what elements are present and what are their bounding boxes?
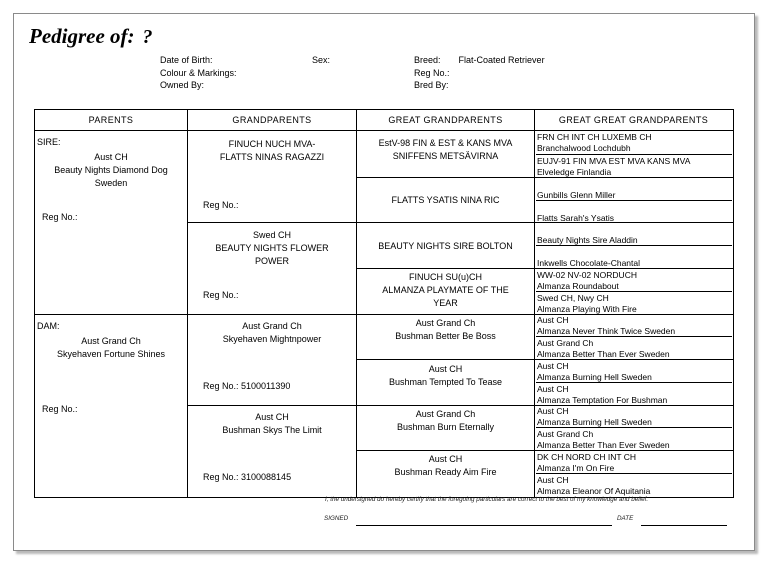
pedigree-table (34, 109, 734, 498)
great-grandparent-line: Bushman Burn Eternally (396, 422, 495, 432)
reg-no-label: Reg No.: (414, 68, 450, 78)
grandparent-2 (188, 229, 356, 268)
ggg-15 (536, 452, 732, 473)
ggg-line: Almanza Temptation For Bushman (537, 395, 668, 405)
ggg-line: Aust CH (537, 406, 569, 416)
great-grandparent-line: BEAUTY NIGHTS SIRE BOLTON (378, 241, 513, 251)
ggg-6 (536, 247, 732, 268)
grandparent-line: BEAUTY NIGHTS FLOWER (215, 243, 329, 253)
pedigree-sheet (13, 13, 755, 551)
great-grandparent-line: EstV-98 FIN & EST & KANS MVA (378, 138, 513, 148)
grandparent-line: Aust Grand Ch (242, 321, 302, 331)
ggg-3 (536, 179, 732, 200)
great-grandparent-line: Bushman Tempted To Tease (388, 377, 503, 387)
breed-label: Breed: (414, 55, 441, 65)
great-grandparent-line: Aust Grand Ch (415, 409, 476, 419)
great-grandparent-2 (357, 194, 534, 207)
ggg-line: Inkwells Chocolate-Chantal (537, 258, 640, 268)
sire-line: Aust CH (94, 152, 128, 162)
grandparent-1 (188, 138, 356, 164)
great-grandparent-line: FINUCH SU(u)CH (409, 272, 482, 282)
dam-reg-label: Reg No.: (42, 404, 78, 414)
sire-line: Sweden (94, 178, 128, 188)
great-grandparent-line: Aust Grand Ch (415, 318, 476, 328)
sire-line: Beauty Nights Diamond Dog (54, 165, 168, 175)
ggg-line: Aust Grand Ch (537, 338, 594, 348)
ggg-line (536, 247, 732, 258)
ggg-line: WW-02 NV-02 NORDUCH (537, 270, 637, 280)
ggg-line: Almanza Playing With Fire (537, 304, 637, 314)
ggg-line (536, 224, 732, 235)
ggg-line: Almanza Burning Hell Sweden (537, 372, 652, 382)
ggg-5 (536, 224, 732, 245)
ggg-line: Aust Grand Ch (537, 429, 594, 439)
great-grandparent-4 (357, 271, 534, 310)
dog-name: ? (142, 26, 153, 48)
ggg-1 (536, 132, 732, 154)
great-grandparent-3 (357, 240, 534, 253)
signed-label: SIGNED (324, 515, 349, 522)
ggg-line: Aust CH (537, 475, 569, 485)
ggg-9 (536, 315, 732, 336)
ggg-line: Flatts Sarah's Ysatis (537, 213, 615, 223)
great-grandparent-6 (357, 363, 534, 389)
ggg-8 (536, 293, 732, 314)
ggg-line: Almanza Better Than Ever Sweden (537, 349, 670, 359)
grandparent-line: Aust CH (255, 412, 289, 422)
ggg-line: Aust CH (537, 361, 569, 371)
dam-line: Aust Grand Ch (81, 336, 141, 346)
ggg-line: Aust CH (537, 315, 569, 325)
ggg-2 (536, 156, 732, 177)
great-grandparent-line: YEAR (433, 298, 458, 308)
ggg-line: DK CH NORD CH INT CH (537, 452, 637, 462)
grandparent-3 (188, 320, 356, 346)
great-grandparent-line: SNIFFENS METSÄVIRNA (392, 151, 499, 161)
ggg-line: Beauty Nights Sire Aladdin (537, 235, 638, 245)
great-grandparent-5 (357, 317, 534, 343)
ggg-line (536, 202, 732, 213)
header-great-great-grandparents: GREAT GREAT GRANDPARENTS (558, 115, 709, 125)
dam-line: Skyehaven Fortune Shines (56, 349, 166, 359)
ggg-line: Almanza Roundabout (537, 281, 619, 291)
great-grandparent-8 (357, 453, 534, 479)
owned-by-label: Owned By: (160, 80, 205, 90)
great-grandparent-line: Bushman Better Be Boss (395, 331, 496, 341)
great-grandparent-7 (357, 408, 534, 434)
ggg-line: Elveledge Finlandia (537, 167, 612, 177)
grandparent-1-reg: Reg No.: (203, 200, 239, 210)
ggg-line: Almanza Burning Hell Sweden (537, 417, 652, 427)
breed-value: Flat-Coated Retriever (458, 55, 545, 65)
ggg-line: EUJV-91 FIN MVA EST MVA KANS MVA (537, 156, 691, 166)
ggg-line: Almanza Better Than Ever Sweden (537, 440, 670, 450)
header-grandparents: GRANDPARENTS (232, 115, 312, 125)
grandparent-line: Swed CH (252, 230, 291, 240)
sire-label: SIRE: (37, 137, 61, 147)
ggg-12 (536, 384, 732, 405)
header-parents: PARENTS (88, 115, 134, 125)
bred-by-label: Bred By: (414, 80, 449, 90)
grandparent-line: FLATTS NINAS RAGAZZI (219, 152, 325, 162)
grandparent-4 (188, 411, 356, 437)
title-label: Pedigree of: (29, 24, 135, 48)
date-line[interactable] (641, 525, 727, 526)
grandparent-line: FINUCH NUCH MVA- (228, 139, 316, 149)
sex-label: Sex: (312, 55, 331, 65)
sire-name (35, 151, 187, 190)
header-great-grandparents: GREAT GRANDPARENTS (388, 115, 503, 125)
date-label: DATE (617, 515, 634, 522)
ggg-11 (536, 361, 732, 382)
breed-field (414, 55, 545, 65)
page-title (29, 24, 153, 49)
ggg-line: Branchalwood Lochdubh (537, 143, 631, 153)
ggg-4 (536, 202, 732, 223)
great-grandparent-line: Bushman Ready Aim Fire (394, 467, 497, 477)
great-grandparent-line: Aust CH (428, 454, 463, 464)
signature-line[interactable] (356, 525, 612, 526)
ggg-line: Almanza Eleanor Of Aquitania (537, 486, 651, 496)
great-grandparent-line: Aust CH (428, 364, 463, 374)
great-grandparent-line: ALMANZA PLAYMATE OF THE (382, 285, 509, 295)
colour-markings-label: Colour & Markings: (160, 68, 237, 78)
ggg-line: Almanza Never Think Twice Sweden (537, 326, 676, 336)
date-of-birth-label: Date of Birth: (160, 55, 213, 65)
ggg-10 (536, 338, 732, 359)
grandparent-2-reg: Reg No.: (203, 290, 239, 300)
grandparent-line: Skyehaven Mightnpower (222, 334, 322, 344)
ggg-line: FRN CH INT CH LUXEMB CH (537, 132, 652, 142)
grandparent-3-reg: Reg No.: 5100011390 (203, 381, 291, 391)
ggg-16 (536, 475, 732, 496)
ggg-line: Almanza I'm On Fire (537, 463, 615, 473)
ggg-line: Gunbills Glenn Miller (537, 190, 616, 200)
dam-label: DAM: (37, 321, 60, 331)
grandparent-line: POWER (254, 256, 289, 266)
sire-reg-label: Reg No.: (42, 212, 78, 222)
ggg-13 (536, 406, 732, 427)
dam-name (35, 335, 187, 361)
ggg-14 (536, 429, 732, 450)
certification-text: I, the undersigned do hereby certify that the foregoing particulars are correct to the best of my knowledge and belief. (325, 496, 649, 503)
ggg-line (536, 179, 732, 190)
great-grandparent-line: FLATTS YSATIS NINA RIC (391, 195, 500, 205)
ggg-line: Swed CH, Nwy CH (537, 293, 609, 303)
great-grandparent-1 (357, 137, 534, 163)
grandparent-4-reg: Reg No.: 3100088145 (203, 472, 292, 482)
ggg-7 (536, 270, 732, 291)
ggg-line: Aust CH (537, 384, 569, 394)
grandparent-line: Bushman Skys The Limit (222, 425, 322, 435)
